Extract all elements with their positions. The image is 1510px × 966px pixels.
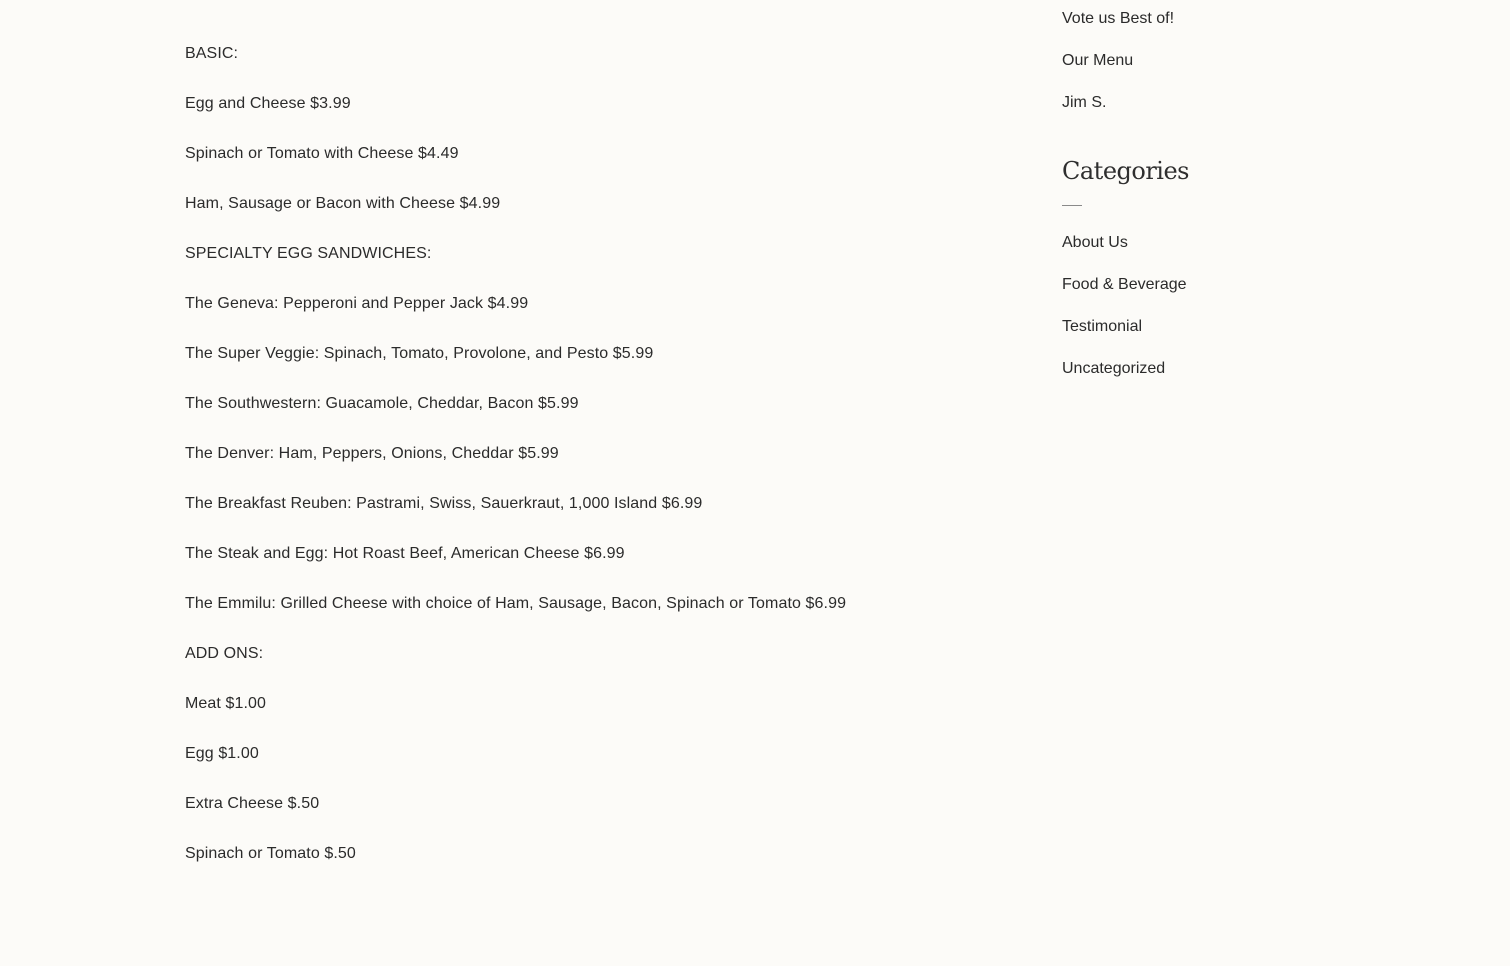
menu-heading-basic: BASIC: <box>185 45 239 62</box>
menu-heading-specialty: SPECIALTY EGG SANDWICHES: <box>185 245 432 262</box>
recent-post-link-jim-s[interactable]: Jim S. <box>1062 94 1107 111</box>
recent-post-link-our-menu[interactable]: Our Menu <box>1062 52 1134 69</box>
category-link-about-us[interactable]: About Us <box>1062 234 1128 251</box>
menu-item: The Steak and Egg: Hot Roast Beef, American Cheese $6.99 <box>185 545 625 562</box>
menu-item: The Emmilu: Grilled Cheese with choice of Ham, Sausage, Bacon, Spinach or Tomato $6.99 <box>185 595 847 612</box>
menu-item: Spinach or Tomato $.50 <box>185 845 356 862</box>
categories-title: Categories <box>1062 157 1189 185</box>
recent-posts-list <box>1062 0 1402 132</box>
menu-item: The Super Veggie: Spinach, Tomato, Provolone, and Pesto $5.99 <box>185 345 654 362</box>
menu-item: Egg and Cheese $3.99 <box>185 95 351 112</box>
title-divider <box>1062 205 1082 206</box>
menu-item: Spinach or Tomato with Cheese $4.49 <box>185 145 459 162</box>
menu-item: The Geneva: Pepperoni and Pepper Jack $4.99 <box>185 295 529 312</box>
category-link-food-beverage[interactable]: Food & Beverage <box>1062 276 1187 293</box>
category-link-testimonial[interactable]: Testimonial <box>1062 318 1143 335</box>
sidebar <box>1062 0 1402 377</box>
menu-heading-add-ons: ADD ONS: <box>185 645 264 662</box>
menu-content <box>185 41 945 891</box>
menu-item: Meat $1.00 <box>185 695 267 712</box>
menu-item: The Southwestern: Guacamole, Cheddar, Bacon $5.99 <box>185 395 579 412</box>
menu-item: Ham, Sausage or Bacon with Cheese $4.99 <box>185 195 501 212</box>
recent-post-link-vote-us[interactable]: Vote us Best of! <box>1062 10 1175 27</box>
menu-item: The Breakfast Reuben: Pastrami, Swiss, Sauerkraut, 1,000 Island $6.99 <box>185 495 703 512</box>
menu-item: The Denver: Ham, Peppers, Onions, Cheddar $5.99 <box>185 445 559 462</box>
category-link-uncategorized[interactable]: Uncategorized <box>1062 360 1166 377</box>
categories-list <box>1062 230 1187 398</box>
menu-item: Egg $1.00 <box>185 745 259 762</box>
menu-item: Extra Cheese $.50 <box>185 795 320 812</box>
